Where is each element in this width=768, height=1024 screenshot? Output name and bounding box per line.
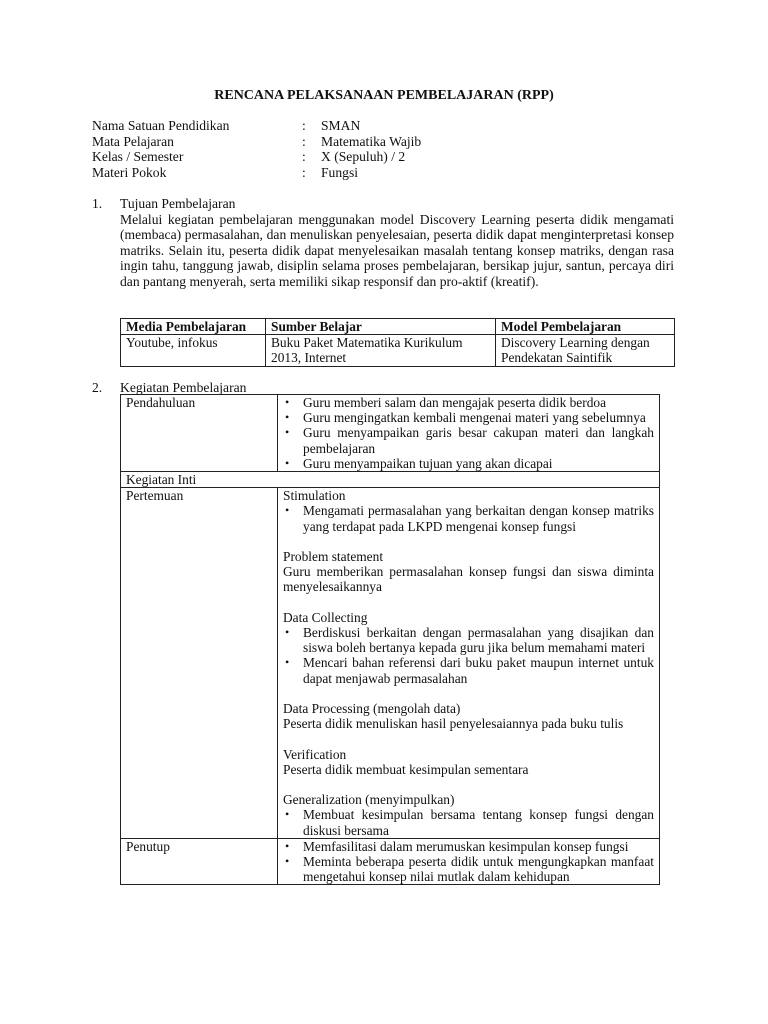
spacer [283, 595, 654, 610]
info-colon: : [302, 149, 306, 164]
section-number: 2. [92, 380, 103, 395]
info-label: Nama Satuan Pendidikan [92, 118, 230, 133]
table-cell: Buku Paket Matematika Kurikulum 2013, Internet [266, 335, 496, 366]
info-colon: : [302, 118, 306, 133]
stage-text: Guru memberikan permasalahan konsep fungsi dan siswa diminta menyelesaikannya [283, 564, 654, 595]
bullet-list [283, 395, 654, 471]
bullet-icon: • [285, 425, 290, 440]
phase-content [278, 488, 660, 839]
bullet-icon: • [285, 455, 290, 470]
list-item: • Memfasilitasi dalam merumuskan kesimpulan konsep fungsi [285, 838, 629, 854]
list-item: • Guru menyampaikan tujuan yang akan dicapai [285, 455, 553, 471]
list-item: • Berdiskusi berkaitan dengan permasalahan yang disajikan dan siswa boleh bertanya kepada guru jika belum memahami materi [285, 625, 654, 656]
bullet-icon: • [285, 854, 290, 869]
bullet-icon: • [285, 395, 290, 409]
phase-label: Pendahuluan [121, 395, 278, 472]
stage-title: Data Processing (mengolah data) [283, 701, 461, 717]
bullet-icon: • [285, 625, 290, 640]
list-item: • Meminta beberapa peserta didik untuk mengungkapkan manfaat mengetahui konsep nilai mutlak dalam kehidupan [285, 854, 654, 885]
table-row-penutup [121, 838, 660, 885]
phase-label: Pertemuan [121, 488, 278, 839]
info-label: Kelas / Semester [92, 149, 184, 164]
table-row-pendahuluan [121, 395, 660, 472]
bullet-icon: • [285, 410, 290, 425]
phase-label: Penutup [121, 838, 278, 885]
table-cell: Youtube, infokus [121, 335, 266, 366]
stage-title: Generalization (menyimpulkan) [283, 792, 455, 808]
section-title: Kegiatan Pembelajaran [120, 380, 247, 395]
table-row [121, 335, 675, 366]
info-label: Mata Pelajaran [92, 133, 174, 149]
list-item: • Mengamati permasalahan yang berkaitan dengan konsep matriks yang terdapat pada LKPD mengenai konsep fungsi [285, 503, 654, 534]
stage-title: Problem statement [283, 549, 384, 565]
info-value: X (Sepuluh) / 2 [321, 149, 406, 164]
list-item: • Guru menyampaikan garis besar cakupan materi dan langkah pembelajaran [285, 425, 654, 456]
stage-title: Stimulation [283, 488, 346, 504]
phase-content [278, 395, 660, 472]
info-row-school [92, 118, 652, 134]
objectives-paragraph: Melalui kegiatan pembelajaran menggunakan model Discovery Learning peserta didik mengamati (membaca) permasalahan, dan menuliskan penyelesaian, peserta didik dapat menginterpretasi konsep matriks. Selain itu, peserta didik dapat menyelesaikan masalah tentang konsep matriks, dengan rasa ingin tahu, tanggung jawab, disiplin selama proses pembelajaran, bersikap jujur, santun, percaya diri dan pantang menyerah, serta memiliki sikap responsif dan pro-aktif (kreatif). [120, 212, 674, 289]
info-colon: : [302, 133, 306, 149]
list-item: • Membuat kesimpulan bersama tentang konsep fungsi dengan diskusi bersama [285, 807, 654, 838]
spacer [283, 777, 654, 792]
stage-text: Peserta didik menuliskan hasil penyelesaiannya pada buku tulis [283, 716, 624, 732]
bullet-icon: • [285, 807, 290, 822]
bullet-icon: • [285, 838, 290, 853]
info-value: Fungsi [321, 164, 359, 180]
bullet-list [283, 807, 654, 837]
info-row-class [92, 149, 652, 165]
identity-block [92, 118, 652, 180]
table-header: Sumber Belajar [266, 319, 496, 335]
media-table [120, 318, 675, 367]
spacer [283, 731, 654, 746]
bullet-list [283, 503, 654, 533]
spacer [283, 686, 654, 701]
section-title: Tujuan Pembelajaran [120, 196, 236, 211]
bullet-icon: • [285, 503, 290, 518]
info-row-subject [92, 134, 652, 150]
list-item: • Guru memberi salam dan mengajak peserta didik berdoa [285, 395, 607, 410]
info-row-topic [92, 165, 652, 181]
table-header-row [121, 319, 675, 335]
section-number: 1. [92, 196, 103, 211]
stage-title: Data Collecting [283, 609, 368, 625]
stage-text: Peserta didik membuat kesimpulan sementara [283, 761, 529, 777]
info-colon: : [302, 164, 306, 180]
bullet-list [283, 839, 654, 885]
info-label: Materi Pokok [92, 164, 167, 180]
info-value: SMAN [321, 118, 361, 133]
list-item: • Guru mengingatkan kembali mengenai materi yang sebelumnya [285, 410, 646, 426]
bullet-icon: • [285, 655, 290, 670]
table-header: Media Pembelajaran [121, 319, 266, 335]
table-row-inti [121, 472, 660, 488]
list-item: • Mencari bahan referensi dari buku paket maupun internet untuk dapat menjawab permasalahan [285, 655, 654, 686]
table-row-pertemuan [121, 488, 660, 839]
info-value: Matematika Wajib [321, 133, 422, 149]
table-cell: Discovery Learning dengan Pendekatan Saintifik [496, 335, 675, 366]
stage-title: Verification [283, 746, 347, 762]
table-header: Model Pembelajaran [496, 319, 675, 335]
bullet-list [283, 625, 654, 686]
spacer [283, 534, 654, 549]
document-title: RENCANA PELAKSANAAN PEMBELAJARAN (RPP) [214, 88, 554, 103]
phase-label: Kegiatan Inti [121, 472, 660, 488]
phase-content [278, 838, 660, 885]
activities-table [120, 394, 660, 885]
